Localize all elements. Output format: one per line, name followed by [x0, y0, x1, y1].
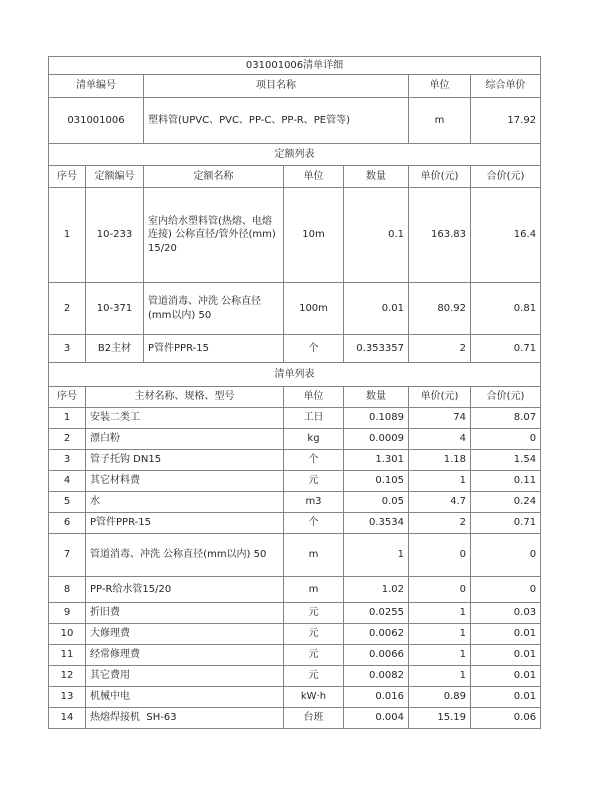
quota-col-code: 定额编号 — [86, 166, 144, 188]
detail-col-name: 主材名称、规格、型号 — [86, 387, 284, 408]
cell-unit: 工日 — [284, 408, 344, 429]
summary-header-price: 综合单价 — [471, 75, 541, 98]
cell-unitprice: 163.83 — [409, 188, 471, 283]
summary-row — [49, 98, 541, 144]
cell-seq: 1 — [49, 188, 86, 283]
cell-qty: 0.0255 — [344, 603, 409, 624]
cell-seq: 7 — [49, 534, 86, 577]
cell-unit: 个 — [284, 513, 344, 534]
summary-header-unit: 单位 — [409, 75, 471, 98]
detail-row — [49, 645, 541, 666]
cell-seq: 3 — [49, 450, 86, 471]
cell-seq: 2 — [49, 429, 86, 450]
quota-col-seq: 序号 — [49, 166, 86, 188]
cell-name: 其它材料费 — [86, 471, 284, 492]
cell-name: 热熔焊接机 SH-63 — [86, 708, 284, 729]
detail-row — [49, 534, 541, 577]
cell-seq: 3 — [49, 335, 86, 363]
cell-unitprice: 0 — [409, 577, 471, 603]
cell-name: 折旧费 — [86, 603, 284, 624]
cell-total: 8.07 — [471, 408, 541, 429]
cell-unitprice: 2 — [409, 335, 471, 363]
cell-unitprice: 1 — [409, 645, 471, 666]
cell-total: 0 — [471, 429, 541, 450]
cell-seq: 4 — [49, 471, 86, 492]
quota-section-title: 定额列表 — [49, 144, 541, 166]
cell-total: 16.4 — [471, 188, 541, 283]
detail-row — [49, 513, 541, 534]
cell-seq: 8 — [49, 577, 86, 603]
cell-unit: kg — [284, 429, 344, 450]
cell-seq: 6 — [49, 513, 86, 534]
detail-row — [49, 492, 541, 513]
cell-name: 管道消毒、冲洗 公称直径(mm以内) 50 — [86, 534, 284, 577]
cell-unit: 100m — [284, 283, 344, 335]
cell-unit: 元 — [284, 645, 344, 666]
cell-name: 安装二类工 — [86, 408, 284, 429]
cell-unit: 元 — [284, 603, 344, 624]
cell-unit: m — [284, 577, 344, 603]
detail-section-title: 清单列表 — [49, 363, 541, 387]
cell-qty: 0.0066 — [344, 645, 409, 666]
cell-total: 0.06 — [471, 708, 541, 729]
cell-total: 0.24 — [471, 492, 541, 513]
detail-row — [49, 687, 541, 708]
cell-qty: 1 — [344, 534, 409, 577]
cell-unit: 元 — [284, 471, 344, 492]
detail-col-total: 合价(元) — [471, 387, 541, 408]
cell-name: 其它费用 — [86, 666, 284, 687]
cell-total: 0 — [471, 577, 541, 603]
cell-code: 10-233 — [86, 188, 144, 283]
cell-qty: 0.01 — [344, 283, 409, 335]
quota-col-unitprice: 单价(元) — [409, 166, 471, 188]
cell-seq: 9 — [49, 603, 86, 624]
cell-unit: m — [284, 534, 344, 577]
cell-unitprice: 4 — [409, 429, 471, 450]
cell-name: 漂白粉 — [86, 429, 284, 450]
quota-row — [49, 188, 541, 283]
cell-name: 室内给水塑料管(热熔、电熔连接) 公称直径/管外径(mm) 15/20 — [144, 188, 284, 283]
quota-col-total: 合价(元) — [471, 166, 541, 188]
cell-unitprice: 0.89 — [409, 687, 471, 708]
cell-seq: 14 — [49, 708, 86, 729]
detail-row — [49, 603, 541, 624]
cell-total: 1.54 — [471, 450, 541, 471]
cell-total: 0.01 — [471, 645, 541, 666]
cell-qty: 0.0009 — [344, 429, 409, 450]
cell-name: 管子托钩 DN15 — [86, 450, 284, 471]
cell-seq: 12 — [49, 666, 86, 687]
detail-col-unitprice: 单价(元) — [409, 387, 471, 408]
detail-col-seq: 序号 — [49, 387, 86, 408]
cell-qty: 1.301 — [344, 450, 409, 471]
cell-seq: 2 — [49, 283, 86, 335]
cell-qty: 0.0082 — [344, 666, 409, 687]
doc-title: 031001006清单详细 — [49, 57, 541, 75]
detail-row — [49, 450, 541, 471]
cell-unit: 10m — [284, 188, 344, 283]
cost-listing-table — [48, 56, 541, 729]
cell-name: PP-R给水管15/20 — [86, 577, 284, 603]
cell-name: 机械中电 — [86, 687, 284, 708]
cell-qty: 0.05 — [344, 492, 409, 513]
cell-unit: kW·h — [284, 687, 344, 708]
cell-seq: 10 — [49, 624, 86, 645]
quota-col-unit: 单位 — [284, 166, 344, 188]
cell-unit: 台班 — [284, 708, 344, 729]
cell-unitprice: 15.19 — [409, 708, 471, 729]
cell-unit: 元 — [284, 624, 344, 645]
cell-total: 0.03 — [471, 603, 541, 624]
cell-unitprice: 74 — [409, 408, 471, 429]
detail-row — [49, 666, 541, 687]
cell-total: 0 — [471, 534, 541, 577]
cell-seq: 11 — [49, 645, 86, 666]
cell-unitprice: 4.7 — [409, 492, 471, 513]
summary-unit: m — [409, 98, 471, 144]
cell-total: 0.01 — [471, 666, 541, 687]
cell-total: 0.71 — [471, 335, 541, 363]
cell-unitprice: 1.18 — [409, 450, 471, 471]
cell-qty: 1.02 — [344, 577, 409, 603]
quota-header-row — [49, 166, 541, 188]
cell-total: 0.01 — [471, 687, 541, 708]
quota-col-name: 定额名称 — [144, 166, 284, 188]
summary-price: 17.92 — [471, 98, 541, 144]
cell-qty: 0.1089 — [344, 408, 409, 429]
cell-name: 管道消毒、冲洗 公称直径(mm以内) 50 — [144, 283, 284, 335]
cell-qty: 0.1 — [344, 188, 409, 283]
cell-total: 0.81 — [471, 283, 541, 335]
detail-row — [49, 471, 541, 492]
cell-code: B2主材 — [86, 335, 144, 363]
detail-row — [49, 408, 541, 429]
cell-unit: m3 — [284, 492, 344, 513]
cell-unitprice: 2 — [409, 513, 471, 534]
cell-qty: 0.004 — [344, 708, 409, 729]
cell-qty: 0.0062 — [344, 624, 409, 645]
cell-unit: 个 — [284, 450, 344, 471]
cell-name: 大修理费 — [86, 624, 284, 645]
quota-col-qty: 数量 — [344, 166, 409, 188]
detail-col-unit: 单位 — [284, 387, 344, 408]
cell-unitprice: 80.92 — [409, 283, 471, 335]
quota-row — [49, 335, 541, 363]
cell-unitprice: 1 — [409, 471, 471, 492]
cell-unitprice: 0 — [409, 534, 471, 577]
detail-row — [49, 708, 541, 729]
summary-header-name: 项目名称 — [144, 75, 409, 98]
cell-total: 0.01 — [471, 624, 541, 645]
cell-qty: 0.016 — [344, 687, 409, 708]
detail-row — [49, 429, 541, 450]
detail-col-qty: 数量 — [344, 387, 409, 408]
cell-seq: 1 — [49, 408, 86, 429]
cell-unitprice: 1 — [409, 624, 471, 645]
cell-seq: 5 — [49, 492, 86, 513]
summary-code: 031001006 — [49, 98, 144, 144]
cell-qty: 0.105 — [344, 471, 409, 492]
summary-name: 塑料管(UPVC、PVC、PP-C、PP-R、PE管等) — [144, 98, 409, 144]
detail-row — [49, 577, 541, 603]
cell-unit: 元 — [284, 666, 344, 687]
cell-name: P管件PPR-15 — [144, 335, 284, 363]
cell-name: 经常修理费 — [86, 645, 284, 666]
cell-code: 10-371 — [86, 283, 144, 335]
summary-header-code: 清单编号 — [49, 75, 144, 98]
cell-qty: 0.3534 — [344, 513, 409, 534]
quota-row — [49, 283, 541, 335]
cell-qty: 0.353357 — [344, 335, 409, 363]
detail-row — [49, 624, 541, 645]
cell-unitprice: 1 — [409, 666, 471, 687]
cell-seq: 13 — [49, 687, 86, 708]
cell-unit: 个 — [284, 335, 344, 363]
cell-total: 0.11 — [471, 471, 541, 492]
cell-name: 水 — [86, 492, 284, 513]
cell-unitprice: 1 — [409, 603, 471, 624]
cell-name: P管件PPR-15 — [86, 513, 284, 534]
cell-total: 0.71 — [471, 513, 541, 534]
detail-header-row — [49, 387, 541, 408]
